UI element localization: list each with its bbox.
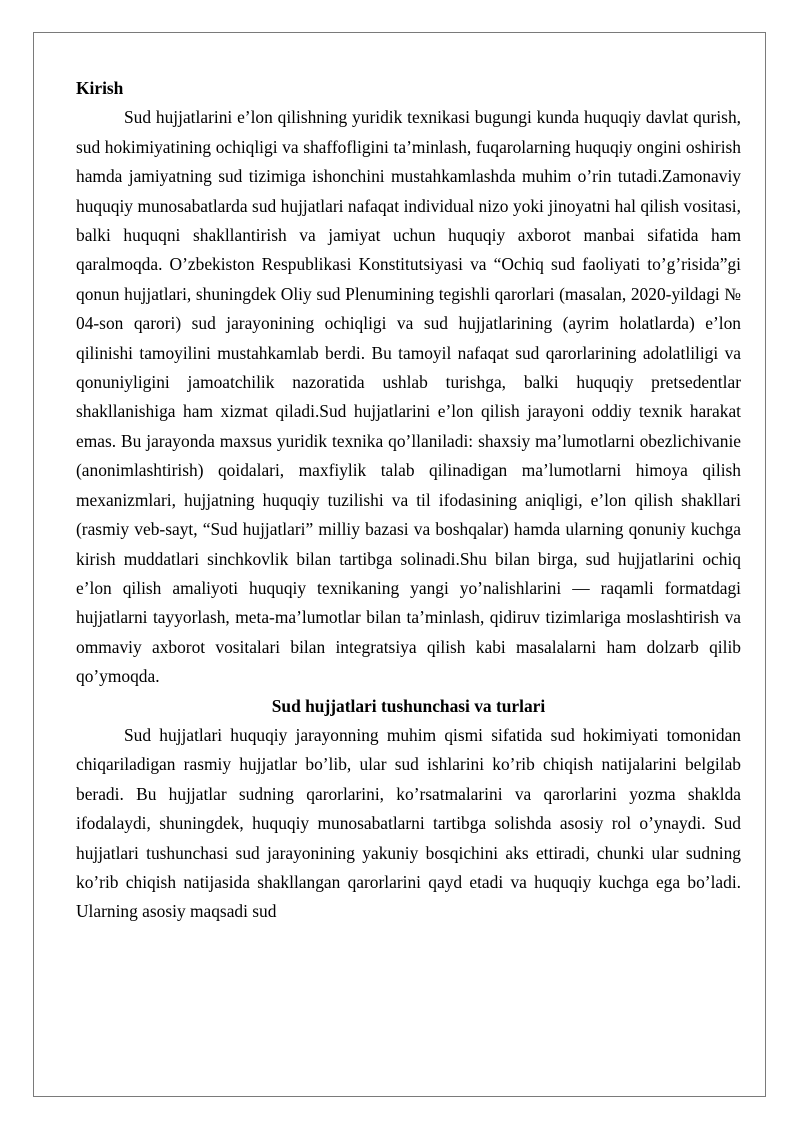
- section-heading-introduction: Kirish: [76, 78, 124, 98]
- section-heading-court-documents: Sud hujjatlari tushunchasi va turlari: [271, 695, 546, 716]
- paragraph-introduction: Sud hujjatlarini e’lon qilishning yuridik texnikasi bugungi kunda huquqiy davlat qurish, sud hokimiyatining ochiqligi va shaffofligini ta’minlash, fuqarolarning huquqiy ongini oshirish hamda jamiyatning sud tizimiga ishonchini mustahkamlashda muhim o’rin tutadi.Zamonaviy huquqiy munosabatlarda sud hujjatlari nafaqat individual nizo yoki jinoyatni hal qilish vositasi, balki huquqni shakllantirish va jamiyat uchun huquqiy axborot manbai sifatida ham qaralmoqda. O’zbekiston Respublikasi Konstitutsiyasi va “Ochiq sud faoliyati to’g’risida”gi qonun hujjatlari, shuningdek Oliy sud Plenumining tegishli qarorlari (masalan, 2020-yildagi № 04-son qarori) sud jarayonining ochiqligi va sud hujjatlarining (ayrim holatlarda) e’lon qilinishi tamoyilini mustahkamlab berdi. Bu tamoyil nafaqat sud qarorlarining adolatliligi va qonuniyligini jamoatchilik nazoratida ushlab turishga, balki huquqiy pretsedentlar shakllanishiga ham xizmat qiladi.Sud hujjatlarini e’lon qilish jarayoni oddiy texnik harakat emas. Bu jarayonda maxsus yuridik texnika qo’llaniladi: shaxsiy ma’lumotlarni obezlichivanie (anonimlashtirish) qoidalari, maxfiylik talab qilinadigan ma’lumotlarni himoya qilish mexanizmlari, hujjatning huquqiy tuzilishi va til ifodasining aniqligi, e’lon qilish shakllari (rasmiy veb-sayt, “Sud hujjatlari” milliy bazasi va boshqalar) hamda ularning qonuniy kuchga kirish muddatlari sinchkovlik bilan tartibga solinadi.Shu bilan birga, sud hujjatlarini ochiq e’lon qilish amaliyoti huquqiy texnikaning yangi yo’nalishlarini — raqamli formatdagi hujjatlarni tayyorlash, meta-ma’lumotlar bilan ta’minlash, qidiruv tizimlariga moslashtirish va ommaviy axborot vositalari bilan integratsiya qilish kabi masalalarni ham dolzarb qilib qo’ymoqda.: [76, 107, 741, 687]
- document-body: [76, 74, 741, 927]
- paragraph-court-documents: Sud hujjatlari huquqiy jarayonning muhim qismi sifatida sud hokimiyati tomonidan chiqariladigan rasmiy hujjatlar bo’lib, ular sud ishlarini ko’rib chiqish natijalarini belgilab beradi. Bu hujjatlar sudning qarorlarini, ko’rsatmalarini va qarorlarini yozma shaklda ifodalaydi, shuningdek, huquqiy munosabatlarni tartibga solishda asosiy rol o’ynaydi. Sud hujjatlari tushunchasi sud jarayonining yakuniy bosqichini aks ettiradi, chunki ular sudning ko’rib chiqish natijasida shakllangan qarorlarini qayd etadi va huquqiy kuchga ega bo’ladi. Ularning asosiy maqsadi sud: [76, 724, 741, 922]
